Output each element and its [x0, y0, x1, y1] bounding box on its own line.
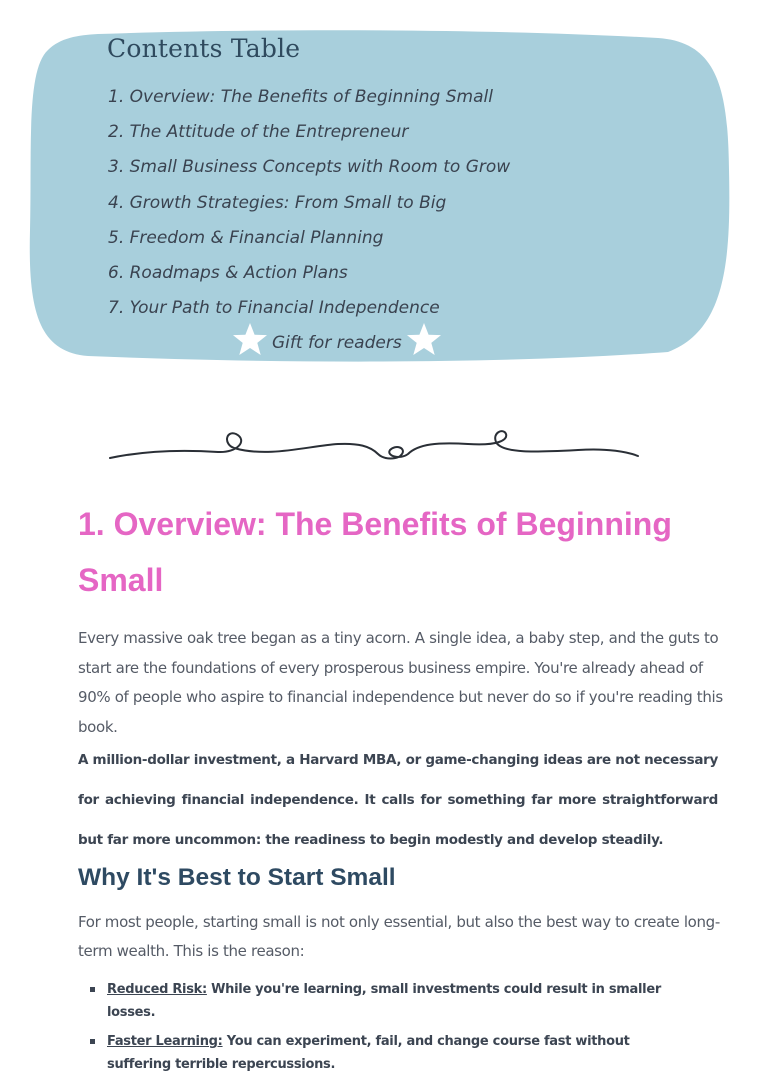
decorative-divider	[108, 420, 640, 470]
benefit-list	[90, 978, 690, 1082]
subsection-intro: For most people, starting small is not only essential, but also the best way to create long-term wealth. This is the reason:	[78, 913, 720, 960]
toc-item[interactable]: 5. Freedom & Financial Planning	[108, 227, 384, 248]
toc-item[interactable]: 3. Small Business Concepts with Room to Grow	[108, 157, 511, 178]
subsection-heading: Why It's Best to Start Small	[78, 864, 396, 891]
toc-item[interactable]: 6. Roadmaps & Action Plans	[108, 262, 348, 283]
toc-item[interactable]: 7. Your Path to Financial Independence	[108, 298, 440, 319]
gift-link[interactable]	[232, 320, 442, 360]
bullet-text: You can experiment, fail, and change course fast without suffering terrible repercussions.	[107, 1034, 630, 1072]
toc-item[interactable]: 2. The Attitude of the Entrepreneur	[108, 122, 409, 143]
star-icon	[232, 322, 268, 358]
list-item	[90, 978, 690, 1024]
gift-label: Gift for readers	[272, 333, 402, 353]
bullet-text: While you're learning, small investments could result in smaller losses.	[107, 982, 661, 1020]
list-item	[90, 1030, 690, 1076]
intro-paragraph: Every massive oak tree began as a tiny acorn. A single idea, a baby step, and the guts to start are the foundations of every prosperous business empire. You're already ahead of 90% of people who aspire to financial independence but never do so if you're reading this book.	[78, 629, 723, 736]
bullet-term: Faster Learning:	[107, 1034, 223, 1049]
bold-paragraph: A million-dollar investment, a Harvard MBA, or game-changing ideas are not necessary for achieving financial independence. It calls for something far more straightforward but far more uncommon: the readiness to begin modestly and develop steadily.	[78, 752, 718, 848]
toc-item[interactable]: 4. Growth Strategies: From Small to Big	[108, 192, 447, 213]
toc-list	[108, 80, 510, 326]
toc-title: Contents Table	[107, 34, 301, 63]
star-icon	[406, 322, 442, 358]
section-heading: 1. Overview: The Benefits of Beginning Small	[78, 506, 672, 598]
bullet-term: Reduced Risk:	[107, 982, 207, 997]
toc-item[interactable]: 1. Overview: The Benefits of Beginning Small	[108, 87, 493, 107]
